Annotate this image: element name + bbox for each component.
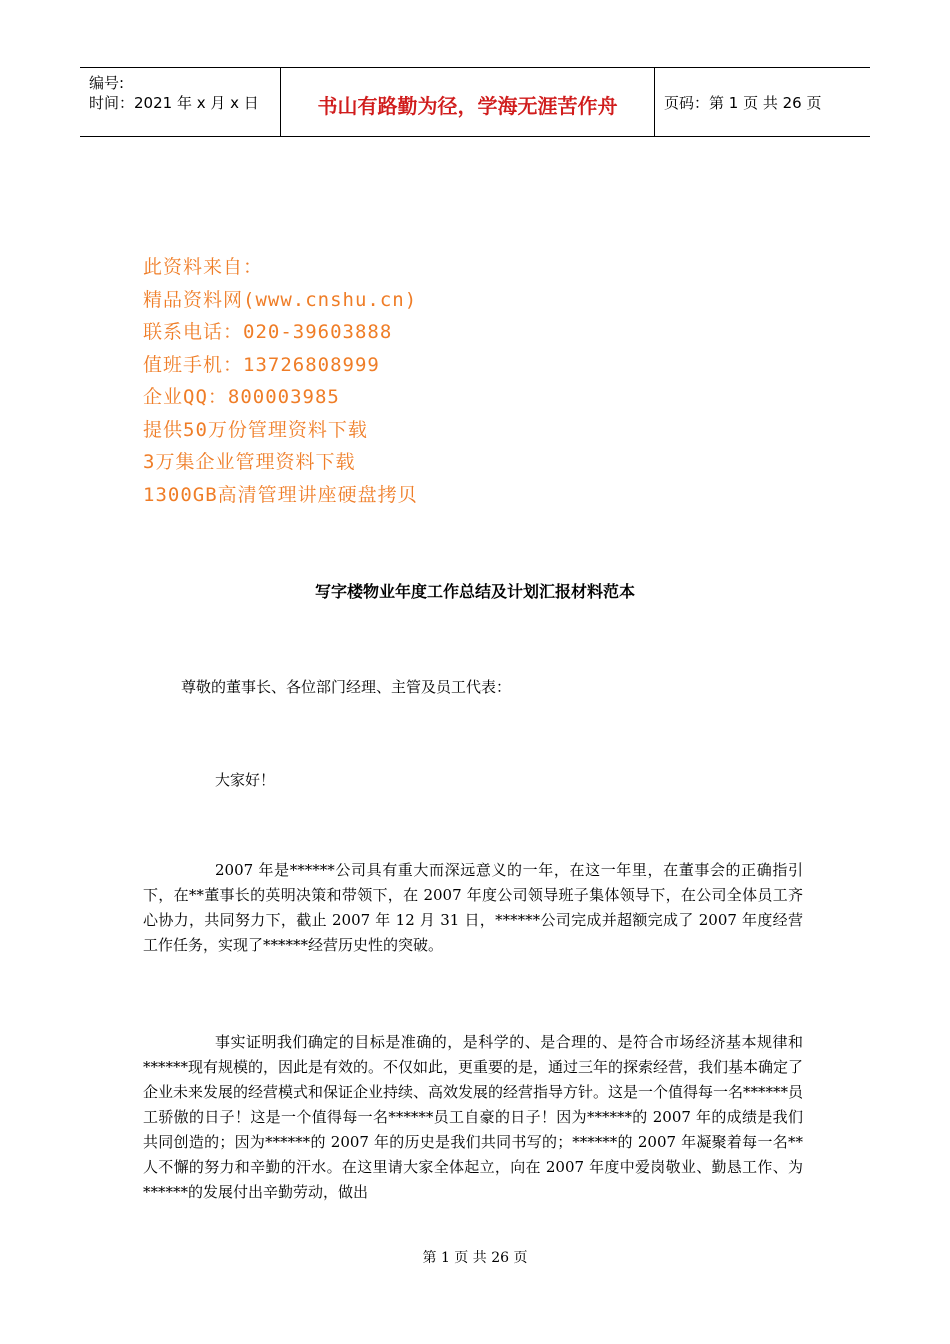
paragraph: 事实证明我们确定的目标是准确的，是科学的、是合理的、是符合市场经济基本规律和******现有规模的，因此是有效的。不仅如此，更重要的是，通过三年的探索经营，我们基本确定了企业未来发展的经营模式和保证企业持续、高效发展的经营指导方针。这是一个值得每一名******员工骄傲的日子！这是一个值得每一名******员工自豪的日子！因为******的 2007 年的成绩是我们共同创造的；因为******的 2007 年的历史是我们共同书写的；******的 2007 年凝聚着每一名**人不懈的努力和辛勤的汗水。在这里请大家全体起立，向在 2007 年度中爱岗敬业、勤恳工作、为******的发展付出辛勤劳动，做出	[143, 1033, 804, 1201]
ad-line: 此资料来自：	[143, 256, 264, 278]
page-info: 页码：第 1 页 共 26 页	[664, 94, 822, 112]
header-table	[80, 67, 870, 137]
motto: 书山有路勤为径，学海无涯苦作舟	[317, 94, 618, 118]
ad-line: 提供50万份管理资料下载	[143, 418, 368, 441]
salutation: 尊敬的董事长、各位部门经理、主管及员工代表：	[181, 678, 512, 696]
number-label: 编号:	[89, 74, 125, 92]
header-page-cell	[655, 68, 870, 136]
ad-line: 值班手机：13726808999	[143, 353, 380, 376]
header-info-cell	[80, 68, 281, 136]
ad-line: 1300GB高清管理讲座硬盘拷贝	[143, 483, 418, 506]
paragraph: 2007 年是******公司具有重大而深远意义的一年，在这一年里，在董事会的正确指引下，在**董事长的英明决策和带领下，在 2007 年度公司领导班子集体领导下，在公司全体员工齐心协力，共同努力下，截止 2007 年 12 月 31 日，******公司完成并超额完成了 2007 年度经营工作任务，实现了******经营历史性的突破。	[143, 861, 803, 954]
document-title: 写字楼物业年度工作总结及计划汇报材料范本	[314, 582, 635, 601]
time-label: 时间：2021 年 x 月 x 日	[89, 94, 259, 112]
page-footer: 第 1 页 共 26 页	[422, 1250, 528, 1266]
header-motto-cell	[281, 68, 655, 136]
ad-line: 精品资料网(www.cnshu.cn)	[143, 288, 418, 311]
ad-block	[143, 253, 418, 513]
ad-line: 3万集企业管理资料下载	[143, 451, 356, 473]
ad-line: 联系电话：020-39603888	[143, 321, 393, 343]
ad-line: 企业QQ：800003985	[143, 386, 340, 408]
greeting: 大家好！	[215, 771, 276, 789]
